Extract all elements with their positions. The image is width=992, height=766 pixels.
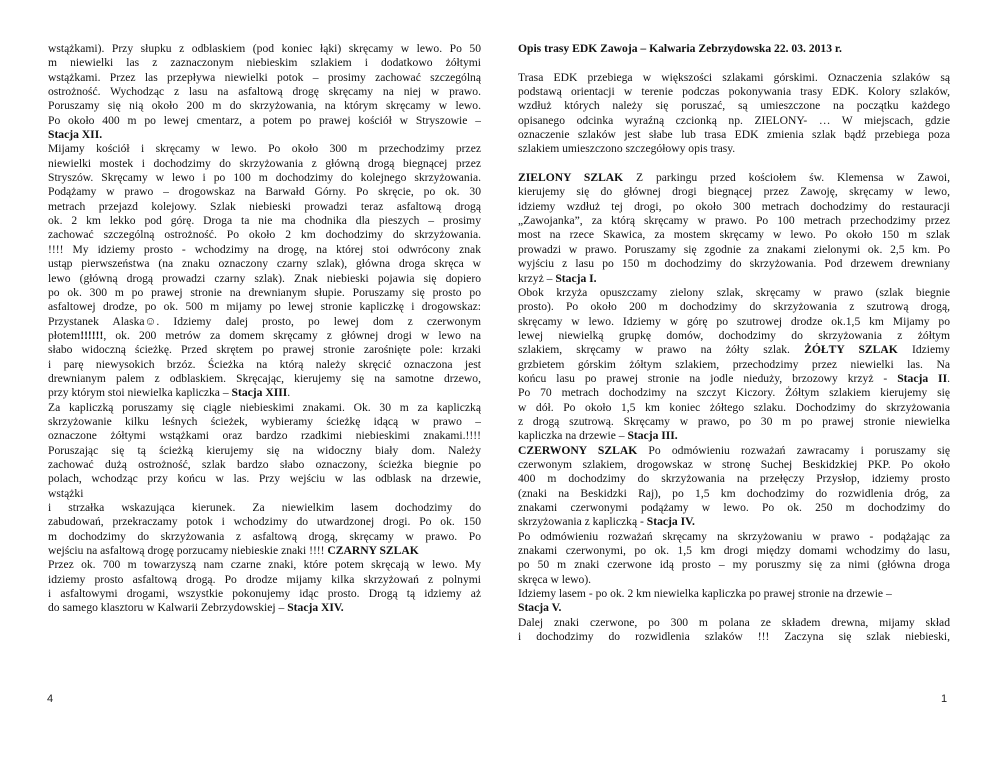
- text-run: Po około 400 m po lewej cmentarz, a potem po prawej kościół w Stryszowie –: [48, 113, 481, 127]
- text-line: [518, 71, 950, 85]
- text-run: zabudowań, przekraczamy potok i wchodzimy do utwardzonej drogi. Po ok. 150: [48, 515, 481, 529]
- text-run: zachować dużą ostrożność, szlak bardzo słabo oznaczony, ścieżka biegnie po: [48, 457, 481, 471]
- text-line: [48, 128, 481, 142]
- text-line: [48, 601, 481, 615]
- bold-text-run: ŻÓŁTY SZLAK: [804, 343, 898, 357]
- text-run: Stryszów. Skręcamy w lewo i po 100 m dochodzimy do kolejnego skrzyżowania.: [48, 171, 481, 185]
- text-run: Przez ok. 700 m towarzyszą nam czarne znaki, które potem skręcają w lewo. My: [48, 558, 481, 572]
- text-run: m niewielki las z zaznaczonym niebieskim szlakiem i dodatkowo żółtymi: [48, 56, 481, 70]
- text-run: Mijamy kościół i skręcamy w lewo. Po około 300 m przechodzimy przez: [48, 142, 481, 156]
- text-line: [518, 429, 950, 443]
- text-line: [48, 386, 481, 400]
- text-run: metrach przejazd kolejowy. Szlak niebieski prowadzi teraz asfaltową drogą: [48, 199, 481, 213]
- text-line: [48, 429, 481, 443]
- text-run: krzyż –: [518, 271, 556, 285]
- text-run: Trasa EDK przebiega w większości szlakami górskimi. Oznaczenia szlaków są: [518, 70, 950, 84]
- text-line: [48, 587, 481, 601]
- text-line: [518, 185, 950, 199]
- text-run: idziemy prosto asfaltową drogą. Po drodze mijamy kilka skrzyżowań z polnymi: [48, 572, 481, 586]
- text-line: [48, 487, 481, 501]
- text-line: [518, 157, 950, 171]
- text-run: Poruszamy się nią około 200 m do skrzyżowania, na którym skręcamy w lewo.: [48, 99, 481, 113]
- text-line: [48, 214, 481, 228]
- bold-text-run: Stacja XIII: [231, 386, 288, 400]
- text-run: Za kapliczką poruszamy się ciągle niebieskimi znakami. Ok. 30 m za kapliczką: [48, 400, 481, 414]
- text-line: [518, 42, 950, 56]
- text-line: [518, 544, 950, 558]
- text-run: prowadzi w prawo. Poruszamy się zgodnie za znakami zielonymi ok. 2,5 km. Po: [518, 242, 950, 256]
- text-run: skrzyżowanie kilku leśnych ścieżek, wybieramy ścieżkę idącą w prawo –: [48, 414, 481, 428]
- text-run: ustąp pierwszeństwa (na znaku oznaczony czarny szlak), główna droga skręca w: [48, 257, 481, 271]
- text-line: [48, 286, 481, 300]
- text-line: [48, 358, 481, 372]
- text-line: [48, 401, 481, 415]
- right-page: [496, 0, 992, 766]
- text-line: [48, 185, 481, 199]
- text-line: [48, 530, 481, 544]
- text-line: [518, 214, 950, 228]
- text-run: płotem: [48, 328, 81, 342]
- bold-text-run: !!!!!!: [80, 328, 104, 342]
- text-run: szlakiem umieszczono szczegółowy opis trasy.: [518, 142, 736, 156]
- text-line: [48, 343, 481, 357]
- bold-text-run: Stacja IV.: [646, 515, 695, 529]
- text-run: skręcamy w lewo. Idziemy w górę po szutrowej drodze ok.1,5 km Mijamy po: [518, 314, 950, 328]
- text-run: 400 m dochodzimy do skrzyżowania na przełęczy Przysłop, idziemy prosto: [518, 472, 950, 486]
- text-run: opisanego odcinka wyraźną czcionką np. ZIELONY- … W miejscach, gdzie: [518, 113, 950, 127]
- bold-text-run: Stacja I.: [555, 271, 597, 285]
- text-line: [518, 530, 950, 544]
- text-line: [48, 85, 481, 99]
- text-run: skręca w lewo).: [518, 572, 592, 586]
- text-run: Podążamy w prawo – drogowskaz na Barwałd Górny. Po skręcie, po ok. 30: [48, 185, 481, 199]
- text-line: [518, 415, 950, 429]
- text-run: .: [947, 371, 950, 385]
- text-run: Przystanek Alaska☺. Idziemy dalej prosto, po lewej dom z czerwonym: [48, 314, 481, 328]
- text-line: [48, 444, 481, 458]
- text-line: [518, 630, 950, 644]
- text-line: [518, 616, 950, 630]
- text-run: wstążkami). Przy słupku z odblaskiem (pod koniec łąki) skręcamy w lewo. Po 50: [48, 42, 481, 55]
- bold-text-run: Stacja XII.: [48, 128, 103, 142]
- text-run: .: [287, 386, 291, 400]
- text-line: [48, 315, 481, 329]
- text-run: końcu lasu po prawej stronie na jodle nieduży, brzozowy krzyż -: [518, 371, 898, 385]
- text-line: [48, 329, 481, 343]
- text-line: [48, 71, 481, 85]
- text-line: [48, 142, 481, 156]
- text-run: szlakiem, skręcamy w prawo na żółty szlak.: [518, 343, 805, 357]
- text-run: Po odmówieniu rozważań skręcamy na skrzyżowaniu w prawo - podążając za: [518, 529, 950, 543]
- text-run: skrzyżowania z kapliczką -: [518, 515, 647, 529]
- text-run: po 50 m znaki czerwone idą prosto – my poruszmy się za nimi (główna droga: [518, 558, 950, 572]
- text-line: [518, 515, 950, 529]
- left-page-text: [48, 42, 481, 616]
- bold-text-run: Stacja II: [897, 371, 948, 385]
- text-run: drewnianym palem z odblaskiem. Skręcając, kierujemy się na samotne drzewo,: [48, 371, 481, 385]
- text-run: do samego klasztoru w Kalwarii Zebrzydowskiej –: [48, 601, 288, 615]
- text-line: [518, 300, 950, 314]
- page-number-right: 1: [941, 693, 948, 705]
- text-line: [518, 587, 950, 601]
- text-line: [48, 458, 481, 472]
- text-line: [518, 128, 950, 142]
- text-run: wstążkami. Przez las przepływa niewielki potok – prosimy zachować szczególną: [48, 70, 481, 84]
- text-run: Dalej znaki czerwone, po 300 m polana ze składem drewna, mijamy skład: [518, 615, 950, 629]
- text-run: z drogą szutrową. Skręcamy w prawo, po 30 m po prawej stronie niewielka: [518, 414, 950, 428]
- text-run: przy którym stoi niewielka kapliczka –: [48, 386, 232, 400]
- right-page-text: [518, 42, 950, 644]
- text-line: [518, 573, 950, 587]
- page-number-left: 4: [47, 693, 54, 705]
- bold-text-run: Opis trasy EDK Zawoja – Kalwaria Zebrzydowska 22. 03. 2013 r.: [518, 42, 842, 55]
- text-run: i asfaltowymi drogami, wszystkie pokonujemy idąc prosto. Drogą tą idziemy aż: [48, 587, 481, 601]
- text-run: znakami czerwonymi podążamy w lewo. Po ok. 250 m dochodzimy do: [518, 501, 950, 514]
- text-run: „Zawojanka”, za którą skręcamy w prawo. Po 100 metrach przechodzimy przez: [518, 214, 950, 228]
- text-run: niewielki mostek i dochodzimy do skrzyżowania z główną drogą biegnącej przez: [48, 156, 481, 170]
- text-line: [518, 56, 950, 70]
- text-run: (znaki na Beskidzki Raj), po 1,5 km dochodzimy do rozwidlenia dróg, za: [518, 486, 950, 500]
- text-run: wstążki: [48, 486, 84, 500]
- text-line: [48, 114, 481, 128]
- text-run: , ok. 200 metrów za domem skręcamy z głównej drogi w lewo na: [103, 328, 481, 342]
- text-line: [48, 171, 481, 185]
- text-line: [518, 286, 950, 300]
- bold-text-run: CZARNY SZLAK: [327, 544, 419, 558]
- text-line: [48, 99, 481, 113]
- text-line: [518, 243, 950, 257]
- text-line: [518, 386, 950, 400]
- bold-text-run: Stacja III.: [627, 429, 678, 443]
- text-line: [518, 343, 950, 357]
- text-line: [48, 228, 481, 242]
- text-run: znakami czerwonymi, po ok. 1,5 km drogi między domami wchodzimy do lasu,: [518, 544, 950, 558]
- bold-text-run: Stacja XIV.: [287, 601, 344, 615]
- text-run: ok. 2 km lekko pod górę. Droga ta nie ma chodnika dla pieszych – prosimy: [48, 214, 481, 228]
- text-line: [518, 272, 950, 286]
- text-run: lewej niewielką grupkę domów, dochodzimy do skrzyżowania z żółtym: [518, 328, 950, 342]
- text-line: [518, 601, 950, 615]
- text-line: [48, 157, 481, 171]
- text-line: [48, 257, 481, 271]
- text-line: [518, 257, 950, 271]
- text-run: most na rzece Skawica, za mostem skręcamy w lewo. Po około 150 m szlak: [518, 228, 950, 242]
- text-line: [48, 42, 481, 56]
- text-run: wyjściu z lasu po 150 m dochodzimy do skrzyżowania. Pod drzewem drewniany: [518, 257, 950, 271]
- text-line: [518, 171, 950, 185]
- text-line: [518, 444, 950, 458]
- text-line: [518, 558, 950, 572]
- text-line: [518, 501, 950, 515]
- text-line: [518, 142, 950, 156]
- text-line: [48, 243, 481, 257]
- text-line: [518, 200, 950, 214]
- text-run: kierujemy się do głównej drogi biegnącej przez Zawoję, skręcamy w lewo,: [518, 185, 950, 199]
- text-line: [48, 200, 481, 214]
- text-run: lewo (główną drogą prowadzi czarny szlak). Znak niebieski pojawia się dopiero: [48, 271, 481, 285]
- text-run: Poruszając się tą ścieżką kierujemy się na widoczny biały dom. Należy: [48, 443, 481, 457]
- text-line: [518, 315, 950, 329]
- text-run: !!!! My idziemy prosto - wchodzimy na drogę, na której stoi odwrócony znak: [48, 242, 481, 256]
- text-run: oznaczone żółtymi wstążkami oraz bardzo rzadkimi niebieskimi znakami.!!!!: [48, 429, 481, 443]
- text-line: [48, 573, 481, 587]
- text-line: [518, 329, 950, 343]
- text-line: [518, 99, 950, 113]
- text-run: wejściu na asfaltową drogę porzucamy niebieskie znaki !!!!: [48, 544, 328, 558]
- text-run: Po 70 metrach dochodzimy na szczyt Kiczory. Żółtym szlakiem kierujemy się: [518, 386, 950, 400]
- text-run: ostrożność. Wychodząc z lasu na asfaltową drogę skręcamy na niej w prawo.: [48, 85, 481, 99]
- text-line: [518, 358, 950, 372]
- text-run: m dochodzimy do skrzyżowania z asfaltową drogą, skręcamy w prawo. Po: [48, 529, 481, 543]
- bold-text-run: CZERWONY SZLAK: [518, 443, 638, 457]
- text-run: Z parkingu przed kościołem św. Klemensa w Zawoi,: [623, 171, 950, 185]
- text-run: po ok. 300 m po prawej stronie na drewnianym słupie. Poruszamy się prosto po: [48, 285, 481, 299]
- text-run: słabo widoczną ścieżkę. Przed skrętem po prawej stronie zarośnięte pole: krzaki: [48, 343, 481, 357]
- text-line: [518, 85, 950, 99]
- text-line: [48, 544, 481, 558]
- text-line: [518, 228, 950, 242]
- text-run: grzbietem górskim żółtym szlakiem, przechodzimy przez niewielki las. Na: [518, 357, 950, 371]
- text-run: w dół. Po około 1,5 km koniec żółtego szlaku. Dochodzimy do skrzyżowania: [518, 400, 950, 414]
- text-run: oznaczenie szlaków jest słabe lub trasa EDK zmienia szlak bądź przebiega poza: [518, 128, 950, 142]
- text-run: Idziemy: [897, 343, 950, 357]
- text-line: [48, 372, 481, 386]
- text-line: [48, 272, 481, 286]
- text-run: polach, wchodząc przy końcu w las. Przy wejściu w las odblask na drzewie,: [48, 472, 481, 486]
- text-line: [518, 114, 950, 128]
- text-line: [48, 300, 481, 314]
- text-run: i dochodzimy do rozwidlenia szlaków !!! Zaczyna się szlak niebieski,: [518, 630, 950, 644]
- text-line: [48, 472, 481, 486]
- text-run: podstawą orientacji w terenie podczas pokonywania trasy EDK. Kolory szlaków,: [518, 85, 950, 99]
- text-line: [48, 501, 481, 515]
- text-run: i parę niewysokich brzóz. Ścieżka na którą należy skręcić oznaczona jest: [48, 357, 481, 371]
- text-line: [518, 458, 950, 472]
- text-line: [48, 558, 481, 572]
- text-run: czerwonym szlakiem, drogowskaz w stronę Suchej Beskidzkiej PKP. Po około: [518, 457, 950, 471]
- text-line: [518, 487, 950, 501]
- text-line: [48, 515, 481, 529]
- text-run: zachować szczególną ostrożność. Po około 2 km dochodzimy do skrzyżowania.: [48, 228, 481, 242]
- text-run: kapliczka na drzewie –: [518, 429, 628, 443]
- text-run: Obok krzyża opuszczamy zielony szlak, skręcamy w prawo (szlak biegnie: [518, 285, 950, 299]
- text-run: i strzałka wskazująca kierunek. Za niewielkim lasem dochodzimy do: [48, 501, 481, 514]
- bold-text-run: Stacja V.: [518, 601, 562, 615]
- text-run: Po odmówieniu rozważań zawracamy i poruszamy się: [637, 443, 950, 457]
- text-line: [518, 372, 950, 386]
- text-line: [48, 56, 481, 70]
- text-run: prosto). Po około 200 m dochodzimy do skrzyżowania z szutrową drogą,: [518, 300, 950, 314]
- text-line: [518, 401, 950, 415]
- text-line: [48, 415, 481, 429]
- bold-text-run: ZIELONY SZLAK: [518, 171, 624, 185]
- text-run: asfaltowej drodze, po ok. 500 m mijamy po lewej stronie kapliczkę i drogowskaz:: [48, 300, 481, 314]
- text-line: [518, 472, 950, 486]
- text-run: Idziemy lasem - po ok. 2 km niewielka kapliczka po prawej stronie na drzewie –: [518, 587, 892, 601]
- text-run: idziemy wzdłuż tej drogi, po około 300 metrach dochodzimy do restauracji: [518, 199, 950, 213]
- text-run: wzdłuż których należy się poruszać, są umieszczone na początku każdego: [518, 99, 950, 113]
